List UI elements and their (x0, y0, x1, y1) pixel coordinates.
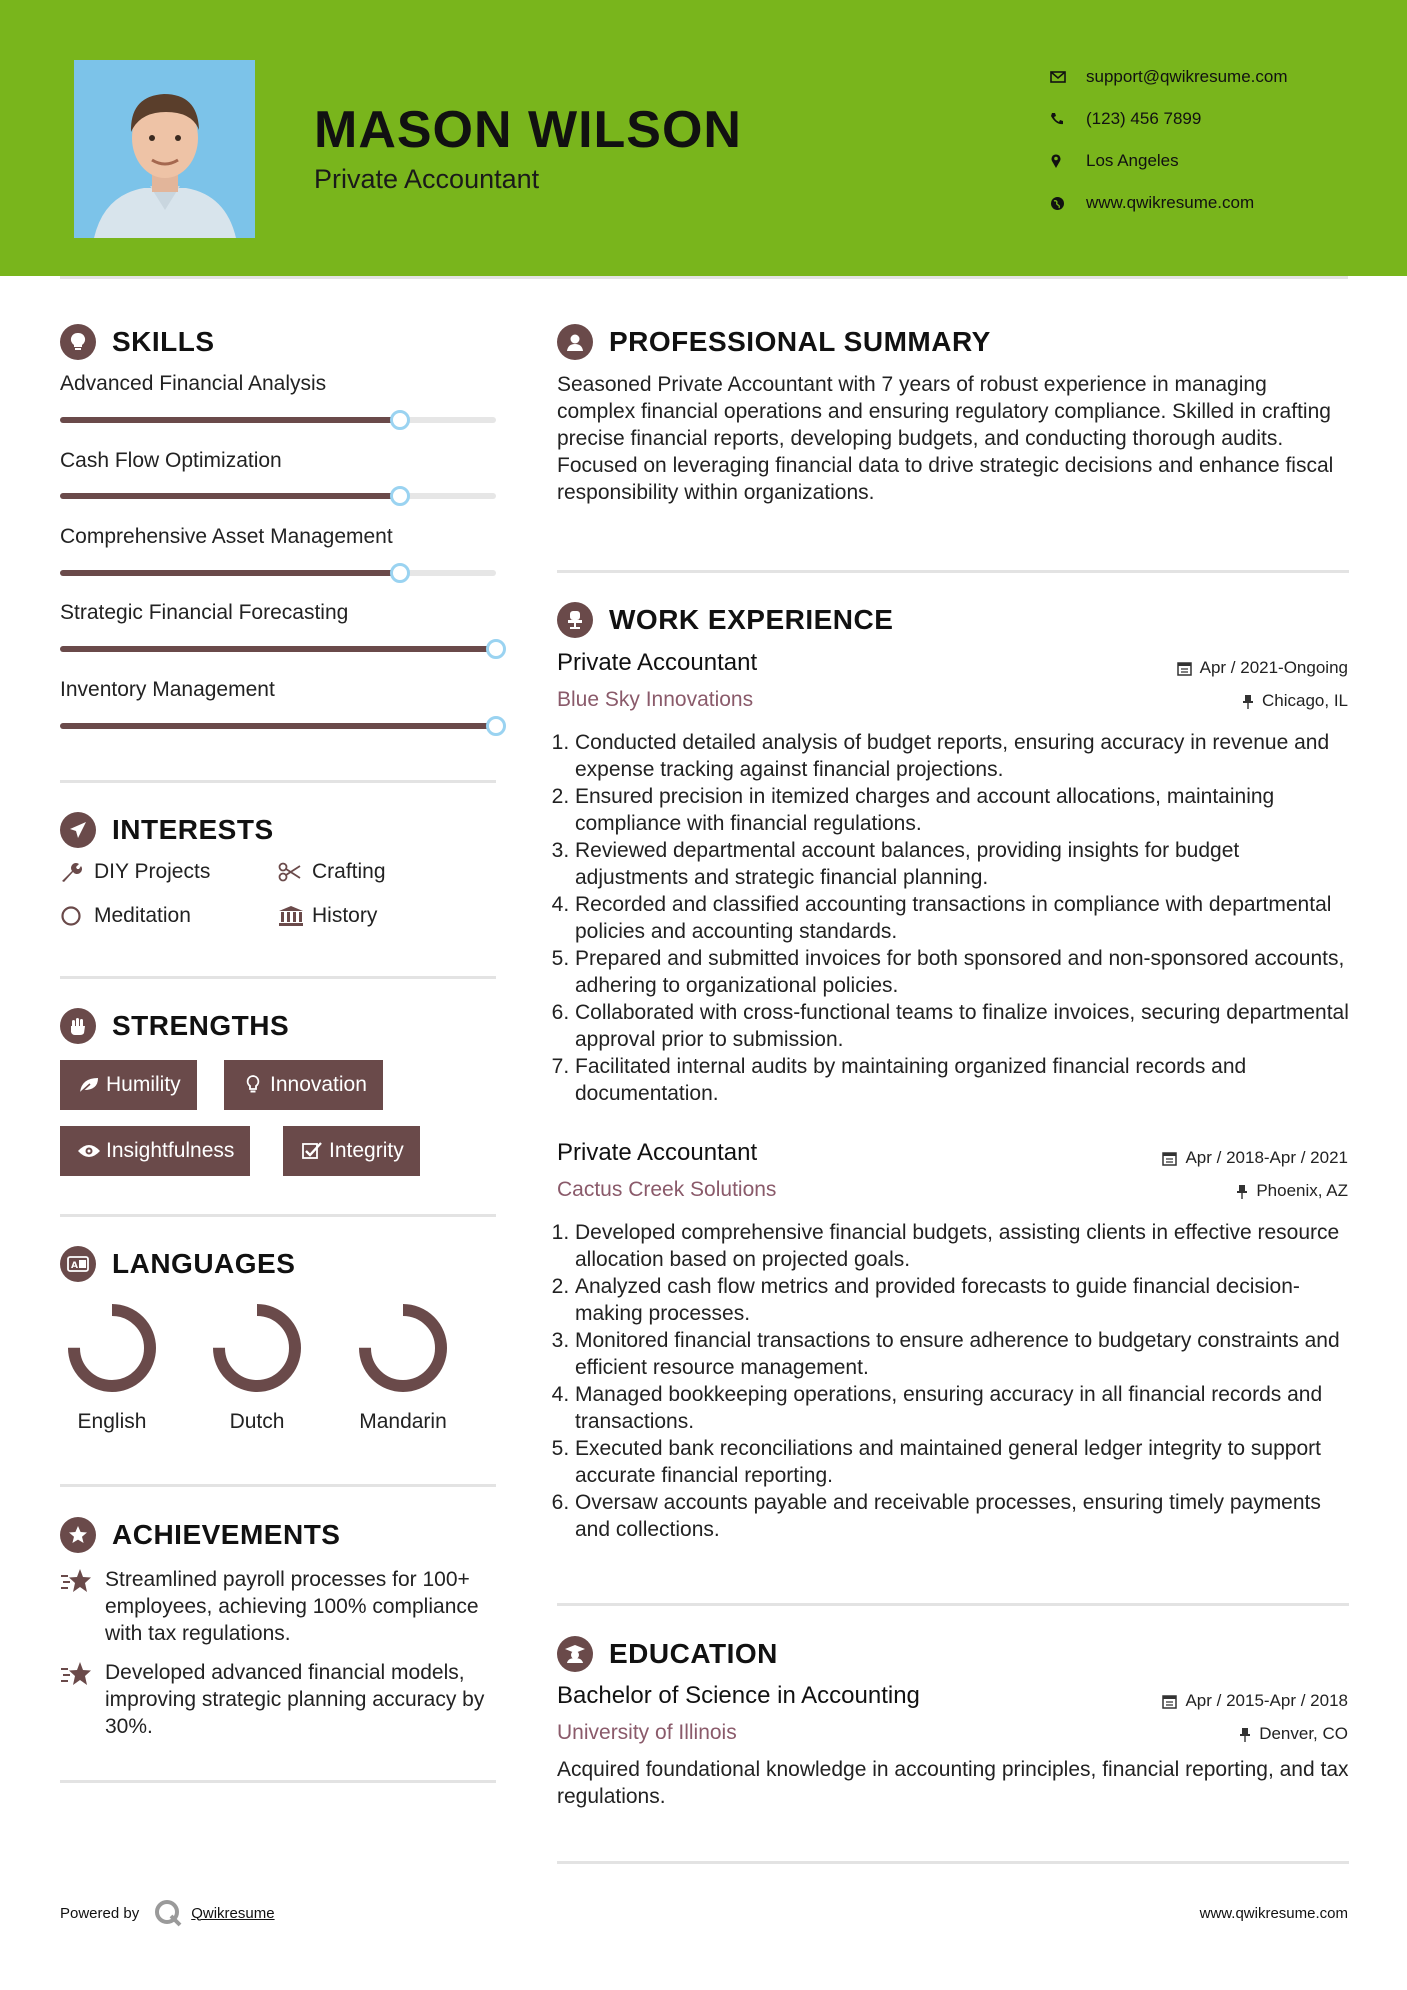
skill-bar-fill (60, 723, 496, 729)
strength-chip (60, 1060, 197, 1110)
star-badge-icon (60, 1517, 96, 1553)
job-bullet: 1. Developed comprehensive financial budgets, assisting clients in effective resource allocation based on projected goals. (575, 1219, 1349, 1273)
job-company: Blue Sky Innovations (557, 688, 754, 711)
lightbulb-icon (236, 1075, 270, 1095)
achievement-text: Developed advanced financial models, improving strategic planning accuracy by 30%. (105, 1661, 485, 1738)
contact-phone[interactable] (1050, 98, 1288, 140)
strength-label: Humility (106, 1073, 181, 1096)
language-ring (343, 1300, 463, 1400)
interest-label: Meditation (94, 904, 191, 927)
summary-title: PROFESSIONAL SUMMARY (609, 326, 991, 357)
contact-location-text: Los Angeles (1086, 151, 1179, 170)
interests-heading (60, 812, 274, 848)
leaf-icon (72, 1076, 106, 1094)
header-divider (60, 276, 1348, 279)
strength-label: Innovation (270, 1073, 367, 1096)
skill-bar (60, 646, 496, 652)
pushpin-icon (1239, 1727, 1251, 1742)
interest-item (278, 860, 386, 884)
svg-text:A: A (71, 1261, 79, 1271)
contact-list (1050, 56, 1288, 224)
job-bullet: 1. Conducted detailed analysis of budget reports, ensuring accuracy in revenue and expense tracking against financial projections. (575, 729, 1349, 783)
experience-title: WORK EXPERIENCE (609, 604, 894, 635)
language-label: Dutch (229, 1410, 285, 1433)
header-banner (0, 0, 1407, 276)
section-divider (60, 780, 496, 783)
achievements-heading (60, 1517, 340, 1553)
education-dates-text: Apr / 2015-Apr / 2018 (1185, 1691, 1348, 1710)
candidate-title: Private Accountant (314, 164, 540, 194)
star-icon (60, 1568, 94, 1599)
hand-icon (60, 1008, 96, 1044)
powered-by-text: Powered by (60, 1904, 140, 1922)
skill-bar-knob (486, 716, 506, 736)
job-bullet: 4. Managed bookkeeping operations, ensuring accuracy in all financial records and transactions. (575, 1381, 1349, 1435)
job-location (1236, 1181, 1348, 1201)
language-item (52, 1300, 172, 1433)
interest-label: History (312, 904, 378, 927)
scissors-icon (278, 862, 312, 882)
skill-bar-fill (60, 417, 400, 423)
job-bullets (575, 1219, 1349, 1543)
experience-heading (557, 602, 893, 638)
job-bullet: 3. Reviewed departmental account balances, providing insights for budget adjustments and strategic financial planning. (575, 837, 1349, 891)
pushpin-icon (1236, 1184, 1248, 1199)
languages-heading (60, 1246, 295, 1282)
job-dates (1162, 1148, 1348, 1168)
skill-bar (60, 723, 496, 729)
language-ring (197, 1300, 317, 1400)
calendar-icon (1162, 1694, 1177, 1709)
qwikresume-logo-icon (153, 1898, 183, 1928)
skill-label: Inventory Management (60, 678, 275, 701)
section-divider (60, 1484, 496, 1487)
skills-heading (60, 324, 215, 360)
wrench-icon (60, 861, 94, 883)
language-item (343, 1300, 463, 1433)
skill-bar-knob (390, 410, 410, 430)
map-pin-icon (1050, 153, 1086, 169)
skill-bar (60, 417, 496, 423)
envelope-icon (1050, 71, 1086, 83)
section-divider (60, 1214, 496, 1217)
circle-icon (60, 905, 94, 927)
language-ring (52, 1300, 172, 1400)
skill-bar (60, 570, 496, 576)
checkbox-icon (295, 1142, 329, 1160)
job-location (1242, 691, 1348, 711)
job-bullets (575, 729, 1349, 1107)
strength-label: Insightfulness (106, 1139, 235, 1162)
strength-chip (283, 1126, 420, 1176)
strength-label: Integrity (329, 1139, 404, 1162)
strengths-heading (60, 1008, 289, 1044)
job-dates (1177, 658, 1348, 678)
job-location-text: Phoenix, AZ (1256, 1181, 1348, 1200)
calendar-icon (1162, 1151, 1177, 1166)
interests-title: INTERESTS (112, 814, 274, 845)
graduate-icon (557, 1636, 593, 1672)
job-dates-text: Apr / 2018-Apr / 2021 (1185, 1148, 1348, 1167)
education-location (1239, 1724, 1348, 1744)
user-icon (557, 324, 593, 360)
skill-bar-knob (390, 486, 410, 506)
education-heading (557, 1636, 778, 1672)
education-school: University of Illinois (557, 1721, 737, 1744)
chair-icon (557, 602, 593, 638)
contact-location (1050, 140, 1288, 182)
skill-bar (60, 493, 496, 499)
interest-item (278, 904, 377, 928)
language-icon (60, 1246, 96, 1282)
interest-item (60, 904, 191, 928)
skill-bar-fill (60, 493, 400, 499)
achievement-text: Streamlined payroll processes for 100+ employees, achieving 100% compliance with tax regulations. (105, 1568, 479, 1645)
star-icon (60, 1661, 94, 1692)
education-title: EDUCATION (609, 1638, 778, 1669)
globe-icon (1050, 196, 1086, 211)
candidate-name: MASON WILSON (314, 101, 742, 159)
strengths-title: STRENGTHS (112, 1010, 290, 1041)
contact-website-text: www.qwikresume.com (1086, 193, 1255, 212)
job-location-text: Chicago, IL (1262, 691, 1348, 710)
skill-label: Advanced Financial Analysis (60, 372, 327, 395)
footer-website[interactable]: www.qwikresume.com (1199, 1905, 1348, 1922)
job-bullet: 5. Prepared and submitted invoices for both sponsored and non-sponsored accounts, adhering to organizational policies. (575, 945, 1349, 999)
paper-plane-icon (60, 812, 96, 848)
job-bullet: 4. Recorded and classified accounting transactions in compliance with departmental policies and accounting standards. (575, 891, 1349, 945)
job-company: Cactus Creek Solutions (557, 1178, 777, 1201)
strength-chip (224, 1060, 383, 1110)
calendar-icon (1177, 661, 1192, 676)
job-title: Private Accountant (557, 1139, 758, 1166)
skill-bar-knob (486, 639, 506, 659)
footer-powered-by (60, 1898, 275, 1928)
education-dates (1162, 1691, 1348, 1711)
contact-email-text: support@qwikresume.com (1086, 67, 1288, 86)
skill-label: Cash Flow Optimization (60, 449, 282, 472)
job-bullet: 5. Executed bank reconciliations and maintained general ledger integrity to support accurate financial reporting. (575, 1435, 1349, 1489)
languages-title: LANGUAGES (112, 1248, 296, 1279)
job-bullet: 2. Analyzed cash flow metrics and provided forecasts to guide financial decision-making processes. (575, 1273, 1349, 1327)
contact-website[interactable] (1050, 182, 1288, 224)
skill-bar-knob (390, 563, 410, 583)
summary-text: Seasoned Private Accountant with 7 years of robust experience in managing complex financial operations and ensuring regulatory compliance. Skilled in crafting precise financial reports, developing budgets, and conducting thorough audits. Focused on leveraging financial data to drive strategic decisions and enhance fiscal responsibility within organizations. (557, 373, 1334, 504)
eye-icon (72, 1143, 106, 1159)
phone-icon (1050, 112, 1086, 126)
qwikresume-link[interactable]: Qwikresume (191, 1904, 275, 1922)
achievement-item (60, 1659, 500, 1743)
summary-heading (557, 324, 991, 360)
language-label: Mandarin (359, 1410, 447, 1433)
section-divider (557, 1603, 1349, 1606)
skills-title: SKILLS (112, 326, 215, 357)
museum-icon (278, 905, 312, 927)
job-bullet: 6. Collaborated with cross-functional teams to finalize invoices, securing departmental approval prior to submission. (575, 999, 1349, 1053)
education-location-text: Denver, CO (1259, 1724, 1348, 1743)
achievements-title: ACHIEVEMENTS (112, 1519, 341, 1550)
job-bullet: 6. Oversaw accounts payable and receivable processes, ensuring timely payments and collections. (575, 1489, 1349, 1543)
interest-label: Crafting (312, 860, 386, 883)
language-label: English (77, 1410, 147, 1433)
profile-photo (74, 60, 255, 238)
skill-label: Strategic Financial Forecasting (60, 601, 349, 624)
section-divider (60, 976, 496, 979)
skill-label: Comprehensive Asset Management (60, 525, 393, 548)
section-divider (557, 570, 1349, 573)
skill-bar-fill (60, 570, 400, 576)
lightbulb-icon (60, 324, 96, 360)
education-degree: Bachelor of Science in Accounting (557, 1682, 920, 1709)
pushpin-icon (1242, 694, 1254, 709)
strength-chip (60, 1126, 250, 1176)
interest-label: DIY Projects (94, 860, 211, 883)
job-bullet: 7. Facilitated internal audits by maintaining organized financial records and documentation. (575, 1053, 1349, 1107)
contact-email[interactable] (1050, 56, 1288, 98)
interest-item (60, 860, 210, 884)
job-bullet: 3. Monitored financial transactions to ensure adherence to budgetary constraints and efficient resource management. (575, 1327, 1349, 1381)
education-text: Acquired foundational knowledge in accounting principles, financial reporting, and tax regulations. (557, 1758, 1349, 1808)
skill-bar-fill (60, 646, 496, 652)
section-divider (557, 1861, 1349, 1864)
section-divider (60, 1780, 496, 1783)
job-dates-text: Apr / 2021-Ongoing (1199, 658, 1348, 677)
language-item (197, 1300, 317, 1433)
achievement-item (60, 1566, 500, 1650)
job-title: Private Accountant (557, 649, 758, 676)
contact-phone-text: (123) 456 7899 (1086, 109, 1202, 128)
job-bullet: 2. Ensured precision in itemized charges and account allocations, maintaining compliance with financial regulations. (575, 783, 1349, 837)
